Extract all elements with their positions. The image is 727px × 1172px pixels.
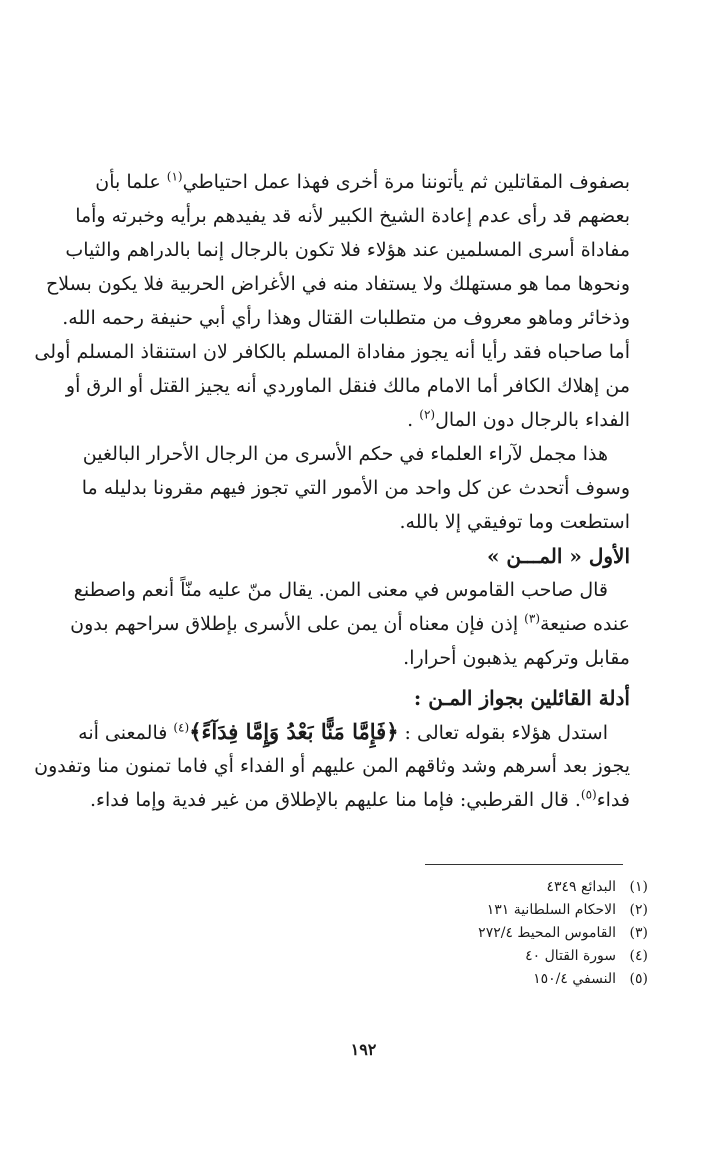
footnote-item	[400, 899, 648, 922]
footnote-number: (٢)	[629, 902, 648, 918]
footnote-marker: (١)	[166, 169, 183, 184]
quran-verse: ﴿فَإِمَّا مَنًّا بَعْدُ وَإِمَّا فِدَآءً﴾	[189, 719, 399, 744]
text-line: وسوف أتحدث عن كل واحد من الأمور التي تجوز فيهم مقرونا بدليله ما	[81, 477, 630, 499]
footnote-divider	[425, 864, 623, 865]
text-line: مفاداة أسرى المسلمين عند هؤلاء فلا تكون بالرجال إنما بالدراهم والثياب	[65, 239, 630, 261]
footnote-item	[400, 922, 648, 945]
text-segment: استدل هؤلاء بقوله تعالى :	[398, 722, 608, 744]
text-line: بعضهم قد رأى عدم إعادة الشيخ الكبير لأنه قد يفيدهم برأيه وخبرته وأما	[75, 205, 630, 227]
text-segment: .	[407, 409, 420, 431]
text-segment: بصفوف المقاتلين ثم يأتوننا مرة أخرى فهذا عمل احتياطي	[182, 171, 630, 193]
footnotes	[400, 876, 648, 991]
main-text	[34, 165, 630, 817]
text-line: ونحوها مما هو مستهلك ولا يستفاد منه في الأغراض الحربية فلا يكون بسلاح	[45, 273, 630, 295]
text-segment: فداء	[596, 789, 630, 811]
text-segment: الفداء بالرجال دون المال	[435, 409, 630, 431]
footnote-text: القاموس المحيط ٢٧٢/٤	[478, 925, 616, 941]
footnote-number: (٣)	[629, 925, 648, 941]
footnote-item	[400, 945, 648, 968]
footnote-number: (١)	[629, 879, 648, 895]
text-line: هذا مجمل لآراء العلماء في حكم الأسرى من الرجال الأحرار البالغين	[82, 443, 608, 465]
text-line: من إهلاك الكافر أما الامام مالك فنقل الماوردي أنه يجيز القتل أو الرق أو	[65, 375, 630, 397]
text-line	[98, 403, 630, 437]
section-heading: أدلة القائلين بجواز المـن :	[413, 686, 630, 710]
text-line: استطعت وما توفيقي إلا بالله.	[399, 511, 630, 533]
text-line: يجوز بعد أسرهم وشد وثاقهم المن عليهم أو الفداء أي فاما تمنون منا وتفدون	[34, 755, 630, 777]
footnote-text: البدائع ٤٣٤٩	[546, 879, 616, 895]
section-heading: الأول « المـــن »	[486, 544, 630, 568]
footnote-item	[400, 968, 648, 991]
text-segment: . قال القرطبي: فإما منا عليهم بالإطلاق من غير فدية وإما فداء.	[90, 789, 581, 811]
text-line: مقابل وتركهم يذهبون أحرارا.	[403, 647, 630, 669]
footnote-text: الاحكام السلطانية ١٣١	[486, 902, 616, 918]
footnote-text: سورة القتال ٤٠	[525, 948, 616, 964]
text-segment: عنده صنيعة	[540, 613, 630, 635]
text-line: قال صاحب القاموس في معنى المن. يقال منّ عليه منّاً أنعم واصطنع	[73, 579, 608, 601]
text-line: أما صاحباه فقد رأيا أنه يجوز مفاداة المسلم بالكافر لان استنقاذ المسلم أولى	[34, 341, 630, 363]
text-segment: علما بأن	[95, 171, 161, 193]
footnote-marker: (٤)	[173, 720, 190, 735]
page-number: ١٩٢	[350, 1040, 377, 1059]
footnote-marker: (٥)	[580, 787, 597, 802]
text-line	[78, 715, 630, 749]
text-line	[90, 783, 630, 817]
text-line	[95, 165, 630, 199]
footnote-number: (٥)	[629, 971, 648, 987]
text-line	[70, 607, 630, 641]
footnote-number: (٤)	[629, 948, 648, 964]
text-segment: فالمعنى أنه	[78, 722, 174, 744]
footnote-item	[400, 876, 648, 899]
footnote-marker: (٢)	[419, 407, 436, 422]
footnote-text: النسفي ١٥٠/٤	[533, 971, 616, 987]
footnote-marker: (٣)	[524, 611, 540, 626]
text-segment: إذن فإن معناه أن يمن على الأسرى بإطلاق سراحهم بدون	[70, 613, 525, 635]
text-line: وذخائر وماهو معروف من متطلبات القتال وهذا رأي أبي حنيفة رحمه الله.	[62, 307, 630, 329]
